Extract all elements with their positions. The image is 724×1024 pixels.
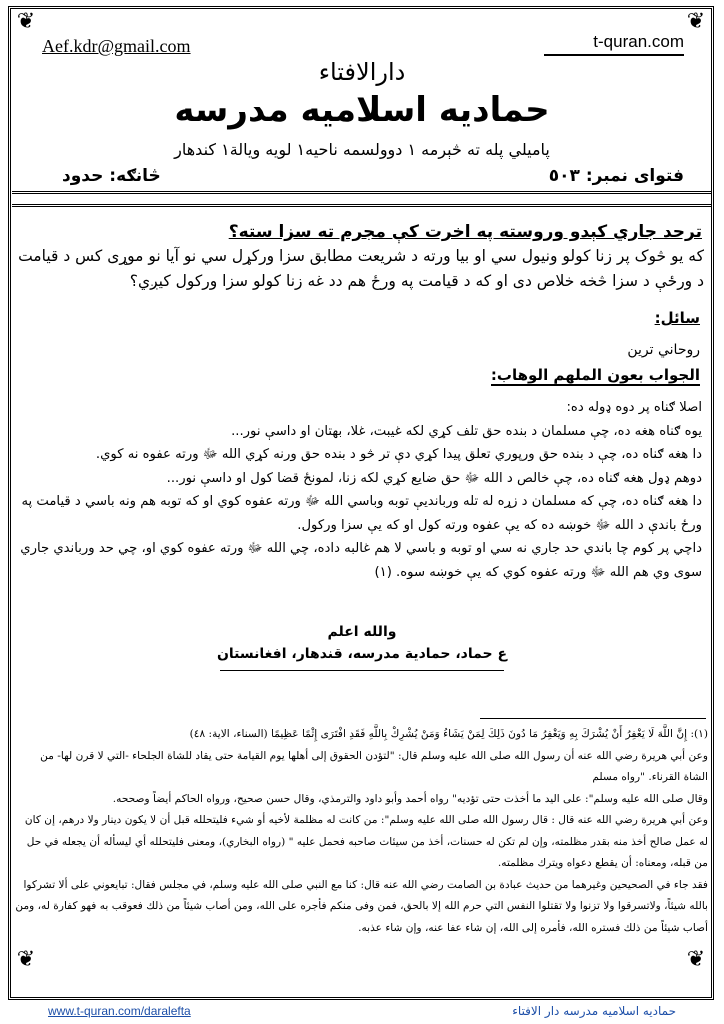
footnote: فقد جاء في الصحيحين وغيرهما من حديث عبادة بن الصامت رضي الله عنه قال: كنا مع النبي صلى الله عليه وسلم، في مجلس فقال: تبايعوني على ألا تشركوا بالله شيئاً، ولاتسرقوا ولا تزنوا ولا تقتلوا النفس التي حرم الله إلا بالحق، فمن وفى منكم فأجره على الله، ومن أصاب شيئاً من ذلك فعوقب به فهو كفارة له، ومن أصاب شيئاً من ذلك فستره الله، فأمره إلى الله، إن شاء عفا عنه، وإن شاء عذبه. (15, 878, 708, 934)
footnote: وعن أبي هريرة رضي الله عنه قال : قال رسول الله صلى الله عليه وسلم": من كانت له مظلمة لأخيه أو شيء فليتحلله قبل أن لا يكون دينار ولا درهم، إن كان له عمل صالح أخذ منه بقدر مظلمته، وإن لم تكن له حسنات، أخذ من سيئات صاحبه فحمل عليه " (رواه البخاري)، ومعنى فليتحلله أي ليسأله أن يجعله في حل من قبله، ومعناه: أن يقطع دعواه ويترك مظلمته. (24, 814, 708, 869)
answer-body (12, 396, 702, 584)
answer-paragraph: داچي پر کوم چا باندي حد جاري نه سي او توبه و باسي لا هم غالبه داده، چي الله ﷻ ورته عفوه کوي او، چي حد ورباندي جاري سوى وي هم الله ﷻ ورته عفوه کوي که يې خوښه سوه. (١) (20, 541, 702, 580)
header-divider (12, 191, 712, 194)
answer-paragraph: دوهم ډول هغه ګناه ده، چې خالص د الله ﷻ حق ضايع کړي لکه زنا، لمونځ قضا کول او داسې نور... (166, 470, 702, 486)
answer-heading (400, 366, 700, 384)
website-link[interactable]: t-quran.com (593, 32, 684, 51)
answer-paragraph: يوه ګناه هغه ده، چې مسلمان د بنده حق تلف کړي لکه غيبت، غلا، بهتان او داسې نور... (231, 423, 702, 439)
questioner-label: سائل: (654, 309, 700, 327)
footnotes (14, 724, 708, 939)
header-divider-lower (12, 204, 712, 207)
signature-line: ع حماد، حمادية مدرسه، قندهار، افغانستان (216, 646, 508, 662)
footer-link[interactable]: www.t-quran.com/daralefta (48, 1004, 191, 1018)
questioner-name: روحاني ترين (627, 342, 700, 358)
closing-phrase: والله اعلم (327, 624, 397, 640)
fatwa-number: فتوای نمبر: ٥٠٣ (548, 166, 684, 186)
website-underline (544, 54, 684, 56)
footnote: وعن أبي هريرة رضي الله عنه أن رسول الله صلى الله عليه وسلم قال: "لتؤدن الحقوق إلى أهلها يوم القيامة حتى يقاد للشاة الجلحاء -التي لا قرن لها- من الشاة القرناء. "رواه مسلم (40, 749, 708, 783)
footnote: وقال صلى الله عليه وسلم": على اليد ما أخذت حتى تؤديه" رواه أحمد وأبو داود والترمذي، وقال حسن صحيح، ورواه الحاكم أيضاً وصححه. (112, 792, 708, 805)
question-body: که يو څوک پر زنا کولو ونيول سي او بيا ورته د شريعت مطابق سزا ورکړل سي نو آيا نو موړى کس د قيامت د ورځې د سزا څخه خلاص دى او که د قيامت په ورځ هم دد غه زنا کولو سزا ورکول کيږي؟ (18, 247, 704, 290)
institution-department-title: دارالافتاء (318, 58, 406, 86)
footnote-separator (480, 718, 706, 719)
institution-name: حمادیه اسلامیه مدرسه (174, 90, 550, 130)
answer-paragraph: دا هغه ګناه ده، چې د بنده حق ورپوري تعلق پيدا کړي دې تر څو د بنده حق ورنه کړي الله ﷻ ورته عفوه نه کوي. (95, 447, 702, 462)
signature-underline (220, 670, 504, 671)
fatwa-category: څانګه: حدود (62, 166, 161, 186)
answer-heading-text: الجواب بعون الملهم الوهاب: (490, 366, 700, 384)
corner-ornament-icon: ❦ (686, 9, 706, 34)
answer-paragraph: دا هغه ګناه ده، چې که مسلمان د زړه له تله وربانديې توبه وباسي الله ﷻ ورته عفوه کوي او که توبه هم ونه باسي د قيامت په ورځ باندې د الله ﷻ خوښه ده که يې عفوه ورته کول او که يې سزا ورکول. (21, 494, 702, 533)
question-title (102, 222, 702, 242)
contact-email[interactable]: Aef.kdr@gmail.com (42, 36, 191, 56)
corner-ornament-icon: ❦ (16, 9, 36, 34)
answer-paragraph: اصلا ګناه پر دوه ډوله ده: (566, 400, 702, 415)
footer-institution: حماديه اسلاميه مدرسه دار الافتاء (512, 1004, 676, 1018)
institution-address: پاميلي پله ته څېرمه ١ دوولسمه ناحيه١ لويه ويالة١ کندهار (174, 140, 550, 159)
question-title-text: ترحد جاري کېدو وروسته په اخرت کې مجرم ته سزا سته؟ (228, 222, 702, 242)
footnote: (١): إِنَّ اللَّهَ لَا يَغْفِرُ أَنْ يُشْرَكَ بِهِ وَيَغْفِرُ مَا دُونَ ذَلِكَ لِمَنْ يَشَاءُ وَمَنْ يُشْرِكْ بِاللَّهِ فَقَدِ افْتَرَى إِثْمًا عَظِيمًا (السناء، الاية: ٤٨) (189, 728, 708, 740)
corner-ornament-icon: ❦ (16, 947, 36, 972)
corner-ornament-icon: ❦ (686, 947, 706, 972)
